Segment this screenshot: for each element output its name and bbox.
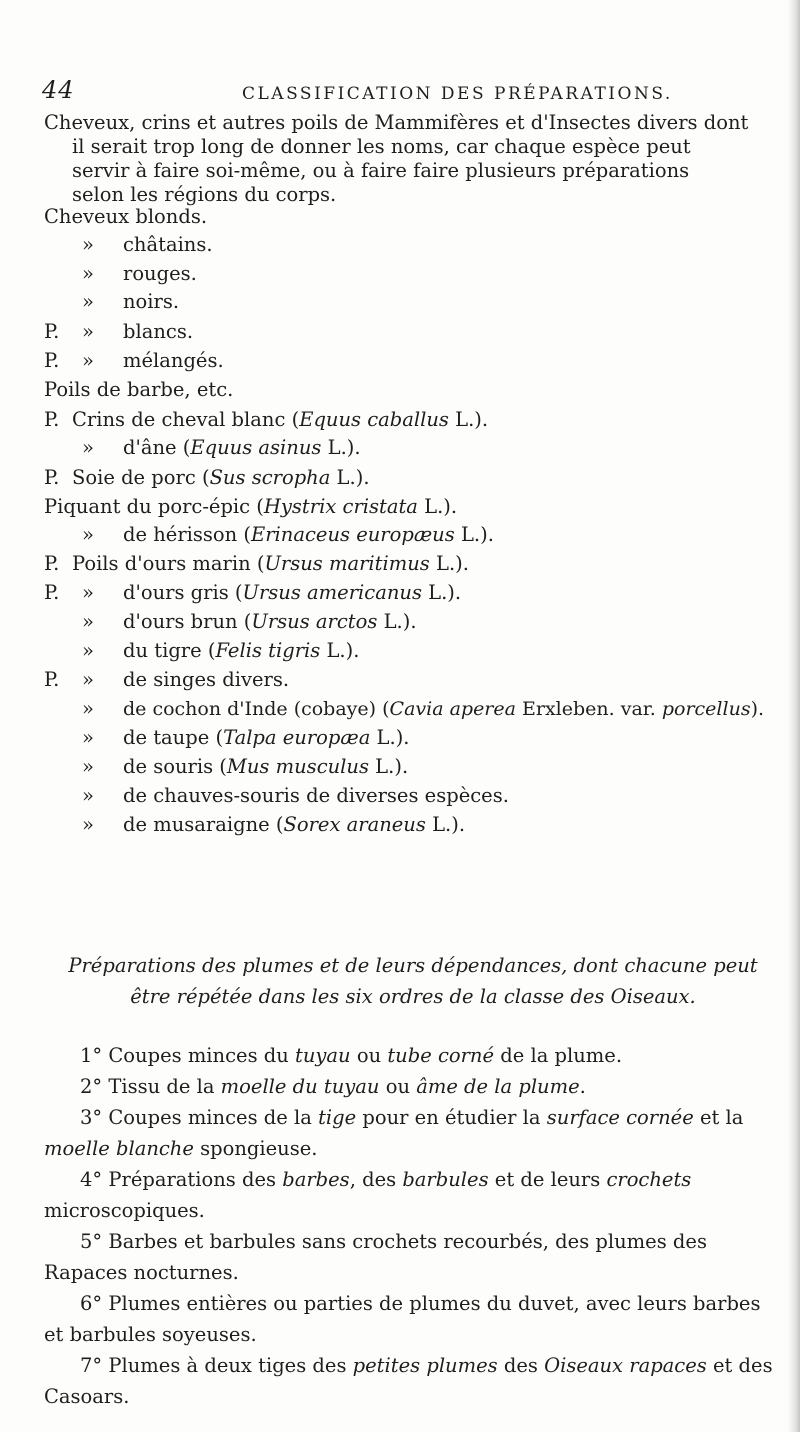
p-marker: P. (44, 552, 60, 575)
p-marker: P. (44, 349, 60, 372)
ditto-mark: » (82, 233, 94, 256)
numbered-item: 1° Coupes minces du tuyau ou tube corné de la plume. (80, 1044, 623, 1067)
p-marker: P. (44, 466, 60, 489)
list-item: Poils d'ours marin (Ursus maritimus L.). (72, 552, 469, 575)
section-heading-line: être répétée dans les six ordres de la classe des Oiseaux. (130, 985, 696, 1008)
latin-name: Ursus americanus (242, 581, 422, 604)
list-item: Crins de cheval blanc (Equus caballus L.). (72, 408, 489, 431)
list-item: du tigre (Felis tigris L.). (123, 639, 360, 662)
p-marker: P. (44, 320, 60, 343)
latin-name: Erinaceus europæus (251, 523, 455, 546)
list-item: blancs. (123, 320, 194, 343)
list-item: de singes divers. (123, 668, 290, 691)
list-item: Piquant du porc-épic (Hystrix cristata L.). (44, 495, 458, 518)
ditto-mark: » (82, 639, 94, 662)
numbered-item: 4° Préparations des barbes, des barbules et de leurs crochets microscopiques. (44, 1168, 692, 1222)
section-heading-line: Préparations des plumes et de leurs dépendances, dont chacune peut (68, 954, 758, 977)
ditto-mark: » (82, 755, 94, 778)
numbered-item: 5° Barbes et barbules sans crochets recourbés, des plumes des Rapaces nocturnes. (44, 1230, 707, 1284)
list-item: Poils de barbe, etc. (44, 378, 234, 401)
list-item: d'âne (Equus asinus L.). (123, 436, 361, 459)
numbered-item: 3° Coupes minces de la tige pour en étudier la surface cornée et la moelle blanche spongieuse. (44, 1106, 744, 1160)
latin-name: Equus asinus (190, 436, 322, 459)
latin-name: Ursus arctos (251, 610, 378, 633)
list-item: mélangés. (123, 349, 224, 372)
intro-line: selon les régions du corps. (72, 183, 337, 206)
ditto-mark: » (82, 523, 94, 546)
list-item: de musaraigne (Sorex araneus L.). (123, 813, 466, 836)
numbered-item: 6° Plumes entières ou parties de plumes du duvet, avec leurs barbes et barbules soyeuses. (44, 1292, 761, 1346)
list-item: de taupe (Talpa europæa L.). (123, 726, 410, 749)
intro-line: Cheveux, crins et autres poils de Mammifères et d'Insectes divers dont (44, 111, 749, 134)
ditto-mark: » (82, 784, 94, 807)
latin-name: Mus musculus (226, 755, 369, 778)
page-edge-shadow (788, 0, 800, 1432)
list-item: noirs. (123, 290, 180, 313)
intro-line: il serait trop long de donner les noms, car chaque espèce peut (72, 135, 691, 158)
list-item: de chauves-souris de diverses espèces. (123, 784, 509, 807)
numbered-item: 2° Tissu de la moelle du tuyau ou âme de la plume. (80, 1075, 586, 1098)
list-item: de cochon d'Inde (cobaye) (Cavia aperea Erxleben. var. porcellus). (123, 698, 765, 720)
intro-line: servir à faire soi-même, ou à faire faire plusieurs préparations (72, 159, 690, 182)
ditto-mark: » (82, 320, 94, 343)
latin-name: Ursus maritimus (264, 552, 430, 575)
running-title: CLASSIFICATION DES PRÉPARATIONS. (242, 84, 673, 104)
section-heading (44, 950, 782, 1012)
ditto-mark: » (82, 813, 94, 836)
intro-paragraph (44, 111, 779, 207)
p-marker: P. (44, 408, 60, 431)
list-item: de hérisson (Erinaceus europæus L.). (123, 523, 494, 546)
latin-name: Cavia aperea (389, 698, 516, 720)
list-item: Soie de porc (Sus scropha L.). (72, 466, 370, 489)
ditto-mark: » (82, 726, 94, 749)
latin-name: Felis tigris (215, 639, 321, 662)
p-marker: P. (44, 668, 60, 691)
list-item: d'ours brun (Ursus arctos L.). (123, 610, 417, 633)
ditto-mark: » (82, 581, 94, 604)
latin-name: porcellus (661, 698, 751, 720)
list-item: d'ours gris (Ursus americanus L.). (123, 581, 462, 604)
list-item: de souris (Mus musculus L.). (123, 755, 409, 778)
page-number: 44 (42, 76, 75, 104)
latin-name: Sorex araneus (283, 813, 426, 836)
numbered-item: 7° Plumes à deux tiges des petites plumes des Oiseaux rapaces et des Casoars. (44, 1354, 773, 1408)
latin-name: Sus scropha (209, 466, 331, 489)
latin-name: Hystrix cristata (263, 495, 418, 518)
list-item: Cheveux blonds. (44, 205, 208, 228)
latin-name: Equus caballus (299, 408, 449, 431)
latin-name: Talpa europæa (223, 726, 371, 749)
list-item: rouges. (123, 262, 197, 285)
p-marker: P. (44, 581, 60, 604)
ditto-mark: » (82, 697, 94, 720)
ditto-mark: » (82, 436, 94, 459)
ditto-mark: » (82, 262, 94, 285)
ditto-mark: » (82, 610, 94, 633)
ditto-mark: » (82, 668, 94, 691)
list-item: châtains. (123, 233, 213, 256)
ditto-mark: » (82, 349, 94, 372)
ditto-mark: » (82, 290, 94, 313)
